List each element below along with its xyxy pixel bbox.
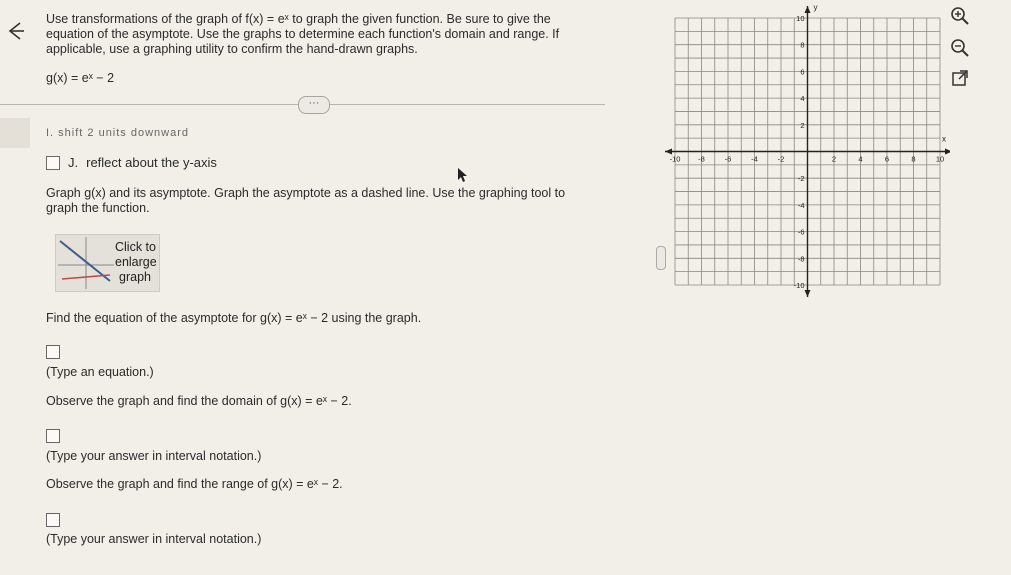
option-j-checkbox[interactable] [46, 156, 60, 170]
hint-domain: (Type your answer in interval notation.) [46, 449, 262, 463]
y-tick-label: 4 [800, 94, 805, 104]
zoom-in-icon[interactable] [950, 6, 970, 26]
hint-equation: (Type an equation.) [46, 365, 154, 379]
option-j-letter: J. [68, 155, 79, 170]
x-tick-label: 6 [884, 154, 890, 164]
back-arrow-icon[interactable] [4, 20, 26, 42]
instructions-text: Use transformations of the graph of f(x) = eˣ to graph the given function. Be sure to give the equation of the asymptote. Use the graphs to determine each function's domain and range. If applicable, use a graphing utility to confirm the hand-drawn graphs. [46, 12, 560, 56]
thumbnail-line3: graph [119, 270, 151, 284]
x-tick-label: -6 [724, 154, 732, 164]
thumbnail-graph-icon [56, 235, 114, 291]
x-tick-label: -8 [698, 154, 705, 164]
thumbnail-line2: enlarge [115, 255, 157, 269]
y-axis-label: y [813, 3, 818, 12]
thumbnail-line1: Click to [115, 240, 156, 254]
graph-instruction-text: Graph g(x) and its asymptote. Graph the asymptote as a dashed line. Use the graphing tool to graph the function. [46, 186, 566, 215]
divider-accent [0, 118, 30, 148]
option-j[interactable] [46, 155, 217, 170]
option-j-text: reflect about the y-axis [86, 155, 217, 170]
function-label: g(x) = eˣ − 2 [46, 71, 115, 85]
question-range: Observe the graph and find the range of g(x) = eˣ − 2. [46, 477, 343, 491]
x-axis-label: x [942, 134, 946, 144]
x-tick-label: 2 [831, 154, 837, 164]
y-axis-arrow-down [805, 290, 811, 297]
x-tick-label: -4 [751, 154, 758, 164]
y-tick-label: 2 [800, 120, 805, 130]
y-tick-label: -6 [797, 227, 805, 237]
y-tick-label: -8 [797, 254, 805, 264]
more-options-button[interactable]: ··· [298, 96, 330, 114]
x-tick-label: 8 [911, 154, 916, 164]
question-asymptote: Find the equation of the asymptote for g(x) = eˣ − 2 using the graph. [46, 311, 422, 325]
asymptote-answer-input[interactable] [46, 345, 60, 359]
thumbnail-caption[interactable] [115, 240, 157, 285]
mouse-cursor-icon [458, 168, 468, 182]
y-tick-label: -10 [793, 281, 805, 290]
x-axis-arrow-right [945, 149, 950, 155]
y-axis-arrow-up [805, 6, 811, 13]
x-tick-label: 4 [858, 154, 863, 164]
y-tick-label: 8 [800, 40, 805, 50]
x-tick-label: -2 [777, 154, 785, 164]
option-i-text: I. shift 2 units downward [46, 127, 190, 139]
y-tick-label: 10 [796, 14, 805, 23]
range-answer-input[interactable] [46, 513, 60, 527]
y-tick-label: 6 [800, 67, 805, 77]
y-tick-label: -2 [797, 174, 805, 184]
coordinate-graph[interactable] [650, 0, 950, 305]
hint-range: (Type your answer in interval notation.) [46, 532, 262, 546]
zoom-out-icon[interactable] [950, 38, 970, 58]
y-tick-label: -4 [797, 200, 805, 210]
x-tick-label: 10 [935, 154, 945, 164]
question-domain: Observe the graph and find the domain of g(x) = eˣ − 2. [46, 394, 352, 408]
external-link-icon[interactable] [950, 68, 970, 88]
x-tick-label: -10 [669, 154, 681, 164]
domain-answer-input[interactable] [46, 429, 60, 443]
